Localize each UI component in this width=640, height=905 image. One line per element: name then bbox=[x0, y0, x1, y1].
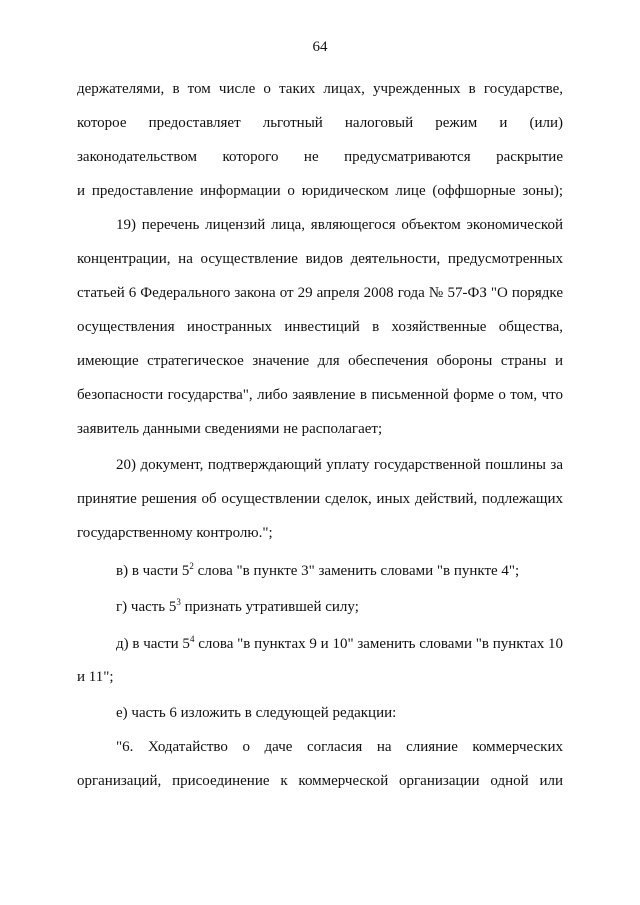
page-number: 64 bbox=[312, 39, 328, 55]
text-line: г) часть $5^3$ признать утратившей силу; bbox=[116, 597, 359, 615]
text-line: и предоставление информации о юридическом лице (оффшорные зоны); bbox=[77, 183, 563, 199]
text-line: в) в части $5^2$ слова "в пункте 3" заменить словами "в пункте 4"; bbox=[116, 561, 520, 579]
text-line: концентрации, на осуществление видов деятельности, предусмотренных bbox=[77, 251, 563, 267]
text-line: законодательством которого не предусматриваются раскрытие bbox=[77, 149, 563, 165]
text-line: осуществления иностранных инвестиций в хозяйственные общества, bbox=[77, 319, 563, 335]
text-line: безопасности государства", либо заявление в письменной форме о том, что bbox=[77, 387, 563, 403]
text-line: и 11"; bbox=[77, 669, 114, 685]
text-line: держателями, в том числе о таких лицах, учрежденных в государстве, bbox=[77, 81, 563, 97]
text-line: государственному контролю."; bbox=[77, 525, 273, 541]
text-line: принятие решения об осуществлении сделок, иных действий, подлежащих bbox=[77, 491, 563, 507]
text-line: д) в части $5^4$ слова "в пунктах 9 и 10" заменить словами "в пунктах 10 bbox=[116, 634, 564, 652]
text-line: е) часть 6 изложить в следующей редакции: bbox=[116, 705, 397, 721]
text-line: имеющие стратегическое значение для обеспечения обороны страны и bbox=[77, 353, 563, 369]
text-line: "6. Ходатайство о даче согласия на слияние коммерческих bbox=[116, 739, 563, 755]
text-line: статьей 6 Федерального закона от 29 апреля 2008 года № 57-ФЗ "О порядке bbox=[77, 285, 563, 301]
text-line: которое предоставляет льготный налоговый режим и (или) bbox=[77, 115, 563, 131]
text-line: заявитель данными сведениями не располагает; bbox=[77, 421, 383, 437]
text-line: 20) документ, подтверждающий уплату государственной пошлины за bbox=[116, 457, 563, 473]
text-line: организаций, присоединение к коммерческой организации одной или bbox=[77, 773, 563, 789]
text-line: 19) перечень лицензий лица, являющегося объектом экономической bbox=[116, 217, 563, 233]
